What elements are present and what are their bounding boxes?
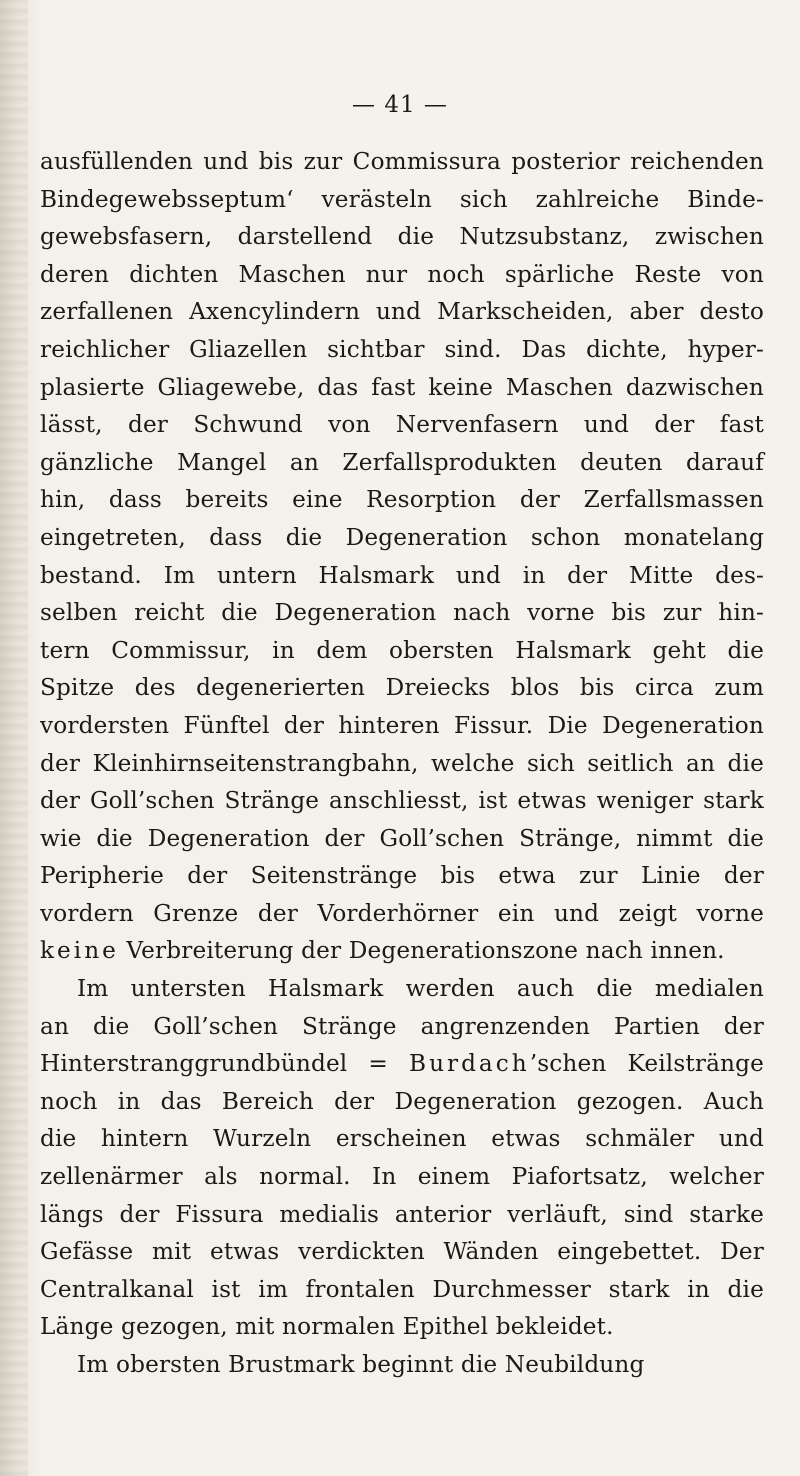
text-segment: Verbreiterung der Degenerationszone nach innen. xyxy=(118,937,725,965)
text-line xyxy=(40,932,764,970)
text-line: an die Goll’schen Stränge angrenzenden Partien der xyxy=(40,1012,764,1040)
text-line: Peripherie der Seitenstränge bis etwa zur Linie der xyxy=(40,862,764,890)
text-line: die hintern Wurzeln erscheinen etwas schmäler und xyxy=(40,1125,764,1153)
page-number: — 41 — xyxy=(352,92,448,118)
text-line: selben reicht die Degeneration nach vorne bis zur hin- xyxy=(40,599,764,627)
text-line: hin, dass bereits eine Resorption der Zerfallsmassen xyxy=(40,486,764,514)
emphasized-text: keine xyxy=(40,937,119,965)
text-line: gänzliche Mangel an Zerfallsprodukten deuten darauf xyxy=(40,448,764,476)
text-line: noch in das Bereich der Degeneration gezogen. Auch xyxy=(40,1087,764,1115)
text-line: Im obersten Brustmark beginnt die Neubildung xyxy=(77,1351,645,1378)
emphasized-text: Burdach xyxy=(409,1050,530,1078)
text-line: vordern Grenze der Vorderhörner ein und zeigt vorne xyxy=(40,899,764,927)
text-line: Länge gezogen, mit normalen Epithel bekleidet. xyxy=(40,1313,614,1341)
text-line: Gefässe mit etwas verdickten Wänden eingebettet. Der xyxy=(40,1238,764,1266)
text-line xyxy=(40,1045,764,1083)
text-line: gewebsfasern, darstellend die Nutzsubstanz, zwischen xyxy=(40,223,764,251)
text-line: der Kleinhirnseitenstrangbahn, welche sich seitlich an die xyxy=(40,749,764,777)
text-line: Spitze des degenerierten Dreiecks blos bis circa zum xyxy=(40,674,764,702)
text-segment: Hinterstranggrundbündel = xyxy=(40,1050,410,1078)
text-line: lässt, der Schwund von Nervenfasern und der fast xyxy=(40,411,764,439)
text-line: zerfallenen Axencylindern und Markscheiden, aber desto xyxy=(40,298,764,326)
page-binding-edge xyxy=(0,0,28,1476)
text-line: zellenärmer als normal. In einem Piafortsatz, welcher xyxy=(40,1163,764,1191)
text-line: eingetreten, dass die Degeneration schon monatelang xyxy=(40,523,764,551)
text-line: ausfüllenden und bis zur Commissura posterior reichenden xyxy=(40,148,764,175)
text-line: reichlicher Gliazellen sichtbar sind. Das dichte, hyper- xyxy=(40,335,764,363)
text-line: wie die Degeneration der Goll’schen Stränge, nimmt die xyxy=(40,824,764,852)
text-line: Bindegewebsseptum‘ verästeln sich zahlreiche Binde- xyxy=(40,185,764,213)
text-segment: ’schen Keilstränge xyxy=(529,1050,764,1078)
text-line: plasierte Gliagewebe, das fast keine Maschen dazwischen xyxy=(40,373,764,401)
body-text xyxy=(40,143,764,1384)
text-line: Im untersten Halsmark werden auch die medialen xyxy=(77,975,764,1003)
text-line: der Goll’schen Stränge anschliesst, ist etwas weniger stark xyxy=(40,787,764,815)
text-line: Centralkanal ist im frontalen Durchmesser stark in die xyxy=(40,1275,764,1303)
text-line: längs der Fissura medialis anterior verläuft, sind starke xyxy=(40,1200,764,1228)
text-line: bestand. Im untern Halsmark und in der Mitte des- xyxy=(40,561,764,589)
text-line: tern Commissur, in dem obersten Halsmark geht die xyxy=(40,636,764,664)
text-line: deren dichten Maschen nur noch spärliche Reste von xyxy=(40,260,764,288)
text-line: vordersten Fünftel der hinteren Fissur. Die Degeneration xyxy=(40,711,764,739)
